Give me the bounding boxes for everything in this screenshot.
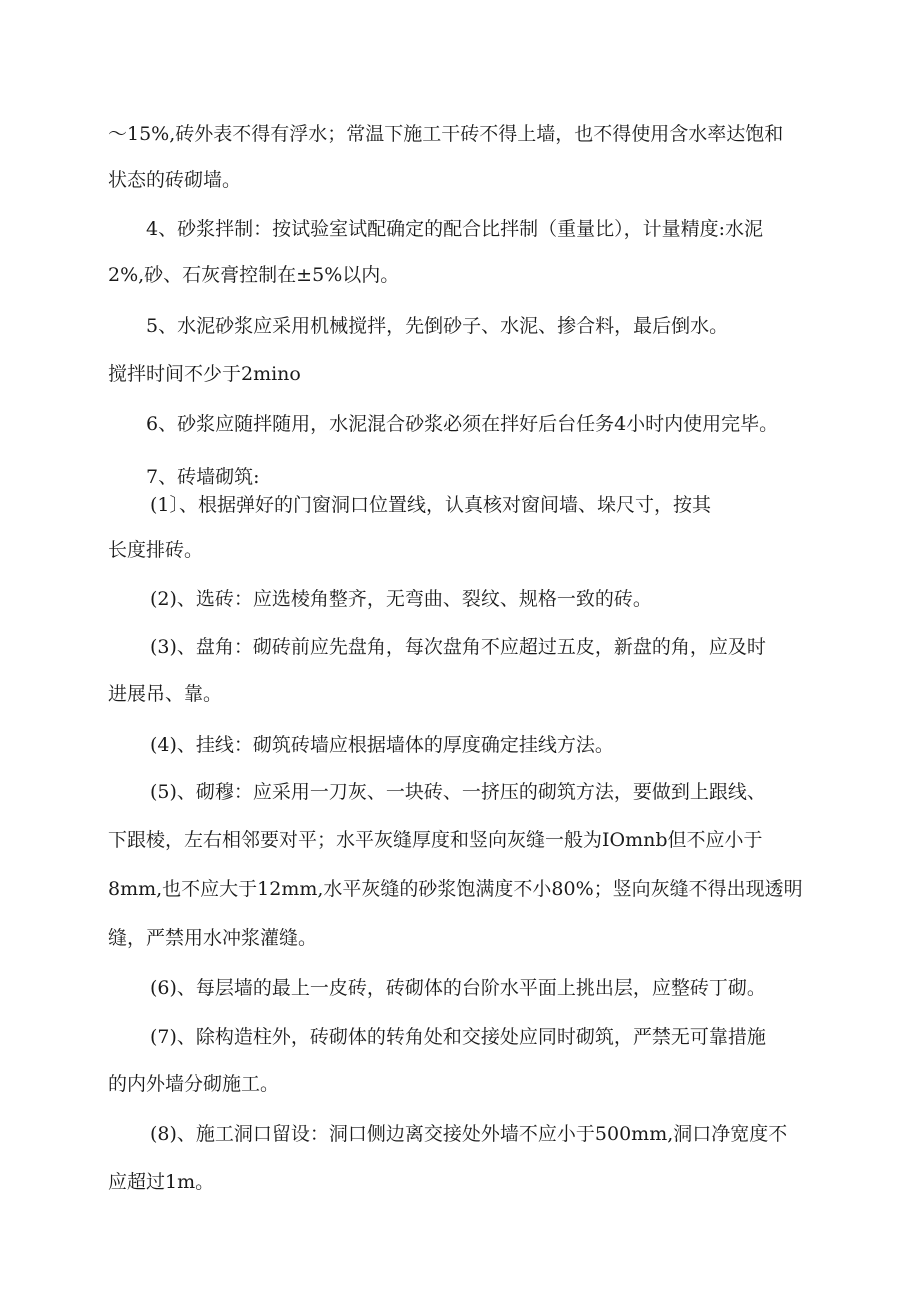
text-line: ～15%,砖外表不得有浮水；常温下施工干砖不得上墙，也不得使用含水率达饱和 (108, 123, 784, 145)
text-line: (4)、挂线：砌筑砖墙应根据墙体的厚度确定挂线方法。 (150, 734, 614, 756)
text-line: (2)、选砖：应选棱角整齐，无弯曲、裂纹、规格一致的砖。 (150, 588, 652, 610)
text-line: 4、砂浆拌制：按试验室试配确定的配合比拌制（重量比），计量精度:水泥 (146, 218, 763, 240)
text-line: (5)、砌穆：应采用一刀灰、一块砖、一挤压的砌筑方法，要做到上跟线、 (150, 781, 766, 803)
text-line: 状态的砖砌墙。 (108, 169, 242, 191)
text-line: 搅拌时间不少于2mino (108, 363, 301, 385)
text-line: (6)、每层墙的最上一皮砖，砖砌体的台阶水平面上挑出层，应整砖丁砌。 (150, 977, 766, 999)
text-line: 的内外墙分砌施工。 (108, 1073, 280, 1095)
text-line: 8mm,也不应大于12mm,水平灰缝的砂浆饱满度不小80%；竖向灰缝不得出现透明 (108, 878, 803, 900)
text-line: 下跟棱，左右相邻要对平；水平灰缝厚度和竖向灰缝一般为IOmnb但不应小于 (108, 829, 763, 851)
text-line: (1〕、根据弹好的门窗洞口位置线，认真核对窗间墙、垛尺寸，按其 (150, 494, 712, 516)
text-line: 缝，严禁用水冲浆灌缝。 (108, 927, 318, 949)
text-line: (8)、施工洞口留设：洞口侧边离交接处外墙不应小于500mm,洞口净宽度不 (150, 1123, 788, 1145)
text-line: (3)、盘角：砌砖前应先盘角，每次盘角不应超过五皮，新盘的角，应及时 (150, 636, 766, 658)
text-line: (7)、除构造柱外，砖砌体的转角处和交接处应同时砌筑，严禁无可靠措施 (150, 1026, 766, 1048)
text-line: 7、砖墙砌筑: (146, 466, 260, 488)
text-line: 长度排砖。 (108, 539, 204, 561)
text-line: 2%,砂、石灰膏控制在±5%以内。 (108, 264, 400, 286)
text-line: 应超过1m。 (108, 1171, 215, 1193)
text-line: 进展吊、靠。 (108, 683, 223, 705)
text-line: 6、砂浆应随拌随用，水泥混合砂浆必须在拌好后台任务4小时内使用完毕。 (146, 413, 779, 435)
text-line: 5、水泥砂浆应采用机械搅拌，先倒砂子、水泥、掺合料，最后倒水。 (146, 315, 729, 337)
